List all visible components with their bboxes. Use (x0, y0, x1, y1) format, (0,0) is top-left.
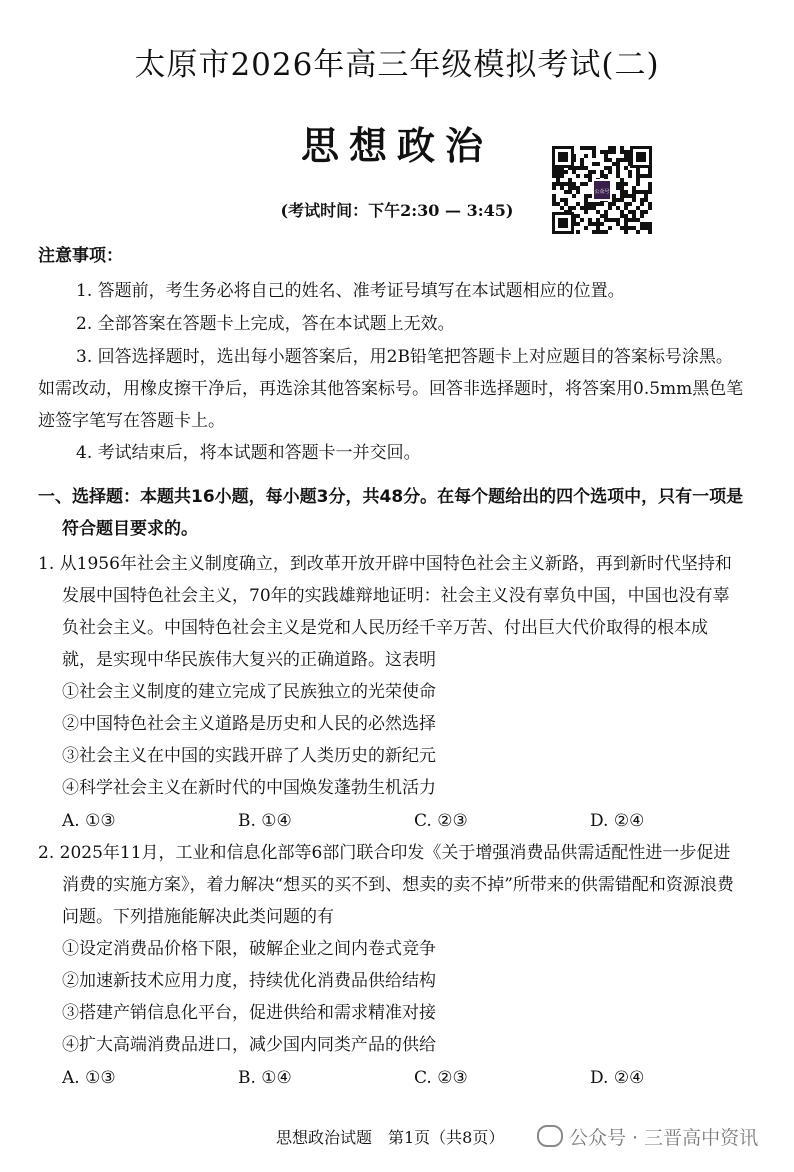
q2-item-2: ②加速新技术应用力度，持续优化消费品供给结构 (62, 971, 436, 991)
page-footer: 思想政治试题 第1页（共8页） (276, 1128, 505, 1147)
notice-line-5: 迹签字笔写在答题卡上。 (38, 411, 225, 431)
q1-stem-3: 负社会主义。中国特色社会主义是党和人民历经千辛万苦、付出巨大代价取得的根本成 (62, 618, 708, 638)
notice-heading: 注意事项： (38, 246, 123, 266)
notice-line-1: 1. 答题前，考生务必将自己的姓名、准考证号填写在本试题相应的位置。 (76, 281, 625, 301)
q1-item-1: ①社会主义制度的建立完成了民族独立的光荣使命 (62, 682, 436, 702)
q1-stem-1: 1. 从1956年社会主义制度确立，到改革开放开辟中国特色社会主义新路，再到新时代坚持和 (38, 554, 732, 574)
q2-option-d: D. ②④ (590, 1068, 645, 1088)
notice-line-2: 2. 全部答案在答题卡上完成，答在本试题上无效。 (76, 314, 455, 334)
q2-stem-3: 问题。下列措施能解决此类问题的有 (62, 907, 334, 927)
q2-option-a: A. ①③ (62, 1068, 116, 1088)
notice-line-6: 4. 考试结束后，将本试题和答题卡一并交回。 (76, 443, 421, 463)
q2-item-4: ④扩大高端消费品进口，减少国内同类产品的供给 (62, 1035, 436, 1055)
exam-time: (考试时间：下午2:30 — 3:45) (280, 201, 514, 220)
q1-option-b: B. ①④ (238, 811, 292, 831)
q2-option-c: C. ②③ (414, 1068, 468, 1088)
wechat-icon (537, 1125, 563, 1147)
subject-title: 思想政治 (300, 124, 493, 168)
q1-stem-2: 发展中国特色社会主义，70年的实践雄辩地证明：社会主义没有辜负中国，中国也没有辜 (62, 586, 730, 606)
qr-code (552, 146, 652, 234)
q1-option-c: C. ②③ (414, 811, 468, 831)
q2-item-3: ③搭建产销信息化平台，促进供给和需求精准对接 (62, 1003, 436, 1023)
notice-line-4: 如需改动，用橡皮擦干净后，再选涂其他答案标号。回答非选择题时，将答案用0.5mm黑色笔 (38, 379, 744, 399)
q2-option-b: B. ①④ (238, 1068, 292, 1088)
section-heading: 一、选择题：本题共16小题，每小题3分，共48分。在每个题给出的四个选项中，只有一项是 (38, 487, 744, 507)
qr-logo-text: 公众号 (594, 189, 610, 195)
q1-stem-4: 就，是实现中华民族伟大复兴的正确道路。这表明 (62, 650, 436, 670)
q2-stem-2: 消费的实施方案》，着力解决“想买的买不到、想卖的卖不掉”所带来的供需错配和资源浪费 (62, 875, 734, 895)
q2-item-1: ①设定消费品价格下限，破解企业之间内卷式竞争 (62, 939, 436, 959)
q1-item-2: ②中国特色社会主义道路是历史和人民的必然选择 (62, 714, 436, 734)
section-heading-cont: 符合题目要求的。 (62, 519, 198, 539)
q1-item-4: ④科学社会主义在新时代的中国焕发蓬勃生机活力 (62, 778, 436, 798)
q1-item-3: ③社会主义在中国的实践开辟了人类历史的新纪元 (62, 746, 436, 766)
notice-line-3: 3. 回答选择题时，选出每小题答案后，用2B铅笔把答题卡上对应题目的答案标号涂黑。 (76, 347, 733, 367)
q2-stem-1: 2. 2025年11月，工业和信息化部等6部门联合印发《关于增强消费品供需适配性进一步促进 (38, 843, 731, 863)
exam-title: 太原市2026年高三年级模拟考试(二) (134, 47, 660, 83)
watermark (537, 1125, 758, 1150)
q1-option-d: D. ②④ (590, 811, 645, 831)
watermark-text: 公众号 · 三晋高中资讯 (569, 1127, 759, 1149)
qr-code-image (552, 146, 652, 234)
q1-option-a: A. ①③ (62, 811, 116, 831)
